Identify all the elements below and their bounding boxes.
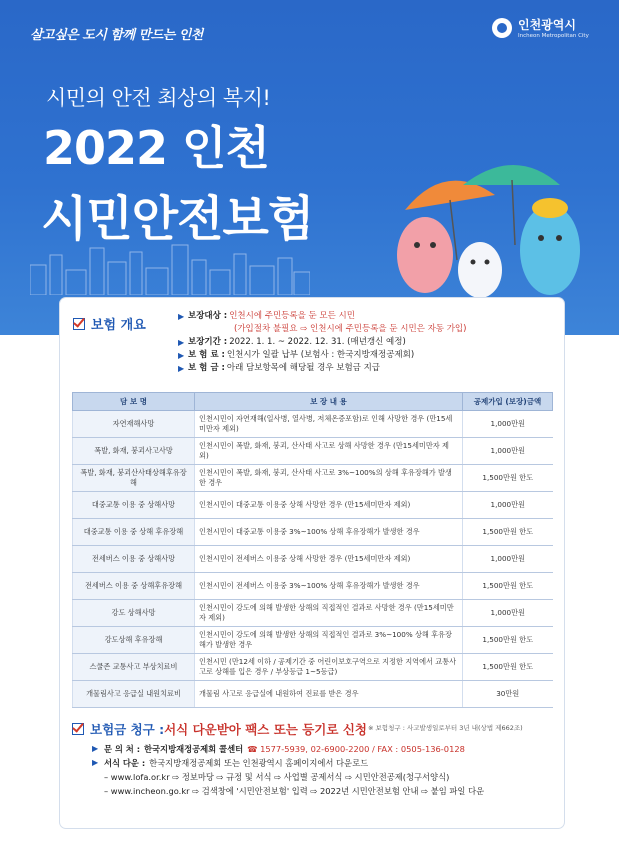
claim-note: ※ 보험청구 : 사고발생일로부터 3년 내(상법 제662조) <box>368 724 523 732</box>
triangle-bullet-icon: ▶ <box>92 758 99 767</box>
table-row <box>73 411 553 438</box>
table-row <box>73 627 553 654</box>
table-row <box>73 681 553 708</box>
triangle-bullet-icon: ▶ <box>92 744 99 753</box>
info-row <box>92 770 484 784</box>
info-row: ▶ 문 의 처 : 한국지방재정공제회 콜센터 ☎ 1577-5939, 02-6900-2200 / FAX : 0505-136-0128 <box>92 744 465 754</box>
coverage-amount: 1,500만원 한도 <box>463 573 553 600</box>
hero-banner <box>0 0 619 335</box>
incheon-link-path: – www.incheon.go.kr ⇨ 검색창에 '시민안전보험' 입력 ⇨ 2022년 시민안전보험 안내 ⇨ 붙임 파일 다운 <box>104 786 485 796</box>
contact-numbers: ☎ 1577-5939, 02-6900-2200 / FAX : 0505-136-0128 <box>247 744 465 754</box>
overview-row: ▶ 보 험 금 : 아래 담보항목에 해당될 경우 보험금 지급 <box>178 363 381 373</box>
table-row <box>73 654 553 681</box>
logo-korean: 인천광역시 <box>518 18 576 32</box>
coverage-name: 대중교통 이용 중 상해 후유장해 <box>73 519 195 546</box>
overview-row: ▶ 보장기간 : 2022. 1. 1. ~ 2022. 12. 31. (매년갱신 예정) <box>178 337 406 347</box>
checkbox-icon <box>73 318 85 330</box>
table-row <box>73 600 553 627</box>
table-row <box>73 519 553 546</box>
coverage-amount: 1,000만원 <box>463 438 553 465</box>
table-row <box>73 492 553 519</box>
coverage-content: 인천시민이 대중교통 이용중 3%~100% 상해 후유장해가 발생한 경우 <box>195 519 463 546</box>
overview-section-title: 보험 개요 <box>73 314 146 333</box>
info-row <box>92 784 484 798</box>
coverage-name: 강도상해 후유장해 <box>73 627 195 654</box>
coverage-amount: 1,500만원 한도 <box>463 654 553 681</box>
table-row <box>73 573 553 600</box>
coverage-content: 인천시민이 폭발, 화재, 붕괴, 산사태 사고로 상해 사망한 경우 (만15세미만자 제외) <box>195 438 463 465</box>
coverage-name: 강도 상해사망 <box>73 600 195 627</box>
coverage-amount: 30만원 <box>463 681 553 708</box>
hero-title-line1: 2022 인천 <box>43 121 269 175</box>
table-row <box>73 546 553 573</box>
coverage-amount: 1,000만원 <box>463 546 553 573</box>
coverage-content: 인천시민이 폭발, 화재, 붕괴, 산사태 사고로 3%~100%의 상해 후유장해가 발생한 경우 <box>195 465 463 492</box>
incheon-logo <box>492 16 589 39</box>
overview-details <box>178 310 466 375</box>
coverage-amount: 1,500만원 한도 <box>463 519 553 546</box>
coverage-content: 인천시민이 대중교통 이용중 상해 사망한 경우 (만15세미만자 제외) <box>195 492 463 519</box>
triangle-bullet-icon: ▶ <box>178 364 185 373</box>
column-header: 담 보 명 <box>73 393 195 411</box>
coverage-amount: 1,000만원 <box>463 600 553 627</box>
logo-english: Incheon Metropolitan City <box>518 33 589 39</box>
coverage-name: 개물림사고 응급실 내원치료비 <box>73 681 195 708</box>
coverage-content: 인천시민 (만12세 이하 / 공제기간 중 어린이보호구역으로 지정한 지역에서 교통사고로 상해를 입은 경우 / 부상등급 1~5등급) <box>195 654 463 681</box>
coverage-name: 폭발, 화재, 붕괴산사태상해후유장해 <box>73 465 195 492</box>
coverage-amount: 1,000만원 <box>463 411 553 438</box>
overview-row: ▶ 보장대상 : 인천시에 주민등록을 둔 모든 시민 <box>178 311 355 321</box>
table-row <box>73 465 553 492</box>
overview-row: (가입절차 불필요 ⇨ 인천시에 주민등록을 둔 시민은 자동 가입) <box>234 324 467 334</box>
coverage-name: 전세버스 이용 중 상해사망 <box>73 546 195 573</box>
info-row: ▶ 서식 다운 : 한국지방재정공제회 또는 인천광역시 홈페이지에서 다운로드 <box>92 758 369 768</box>
coverage-amount: 1,500만원 한도 <box>463 627 553 654</box>
coverage-amount: 1,000만원 <box>463 492 553 519</box>
claim-info <box>92 742 484 798</box>
coverage-name: 자연재해사망 <box>73 411 195 438</box>
table-header-row <box>73 393 553 411</box>
coverage-content: 인천시민이 전세버스 이용중 상해 사망한 경우 (만15세미만자 제외) <box>195 546 463 573</box>
coverage-amount: 1,500만원 한도 <box>463 465 553 492</box>
hero-subtitle: 시민의 안전 최상의 복지! <box>46 86 271 110</box>
coverage-content: 인천시민이 전세버스 이용중 3%~100% 상해 후유장해가 발생한 경우 <box>195 573 463 600</box>
incheon-logo-icon <box>492 18 512 38</box>
coverage-name: 스쿨존 교통사고 부상치료비 <box>73 654 195 681</box>
coverage-content: 인천시민이 강도에 의해 발생한 상해의 직접적인 결과로 3%~100% 상해 후유장해가 발생한 경우 <box>195 627 463 654</box>
hero-title-line2: 시민안전보험 <box>41 191 314 247</box>
checkbox-icon <box>72 723 84 735</box>
claim-section-title: 보험금 청구 : 서식 다운받아 팩스 또는 등기로 신청 <box>72 720 367 738</box>
city-slogan: 살고싶은 도시 함께 만드는 인천 <box>30 28 203 43</box>
triangle-bullet-icon: ▶ <box>178 312 185 321</box>
column-header: 공제가입 (보장)금액 <box>463 393 553 411</box>
mascot-illustration <box>385 150 605 305</box>
triangle-bullet-icon: ▶ <box>178 338 185 347</box>
city-skyline-illustration <box>30 240 310 295</box>
lofa-link-path: – www.lofa.or.kr ⇨ 정보마당 ⇨ 규정 및 서식 ⇨ 사업별 공제서식 ⇨ 시민안전공제(청구서양식) <box>104 772 450 782</box>
coverage-content: 인천시민이 자연재해(일사병, 열사병, 저체온증포함)로 인해 사망한 경우 (만15세 미만자 제외) <box>195 411 463 438</box>
table-row <box>73 438 553 465</box>
coverage-content: 인천시민이 강도에 의해 발생한 상해의 직접적인 결과로 사망한 경우 (만15세미만자 제외) <box>195 600 463 627</box>
coverage-name: 폭발, 화재, 붕괴사고사망 <box>73 438 195 465</box>
coverage-table <box>72 392 553 708</box>
overview-row: ▶ 보 험 료 : 인천시가 일괄 납부 (보험사 : 한국지방재정공제회) <box>178 350 415 360</box>
triangle-bullet-icon: ▶ <box>178 351 185 360</box>
coverage-content: 개물림 사고로 응급실에 내원하여 진료를 받은 경우 <box>195 681 463 708</box>
column-header: 보 장 내 용 <box>195 393 463 411</box>
coverage-name: 전세버스 이용 중 상해후유장해 <box>73 573 195 600</box>
coverage-name: 대중교통 이용 중 상해사망 <box>73 492 195 519</box>
